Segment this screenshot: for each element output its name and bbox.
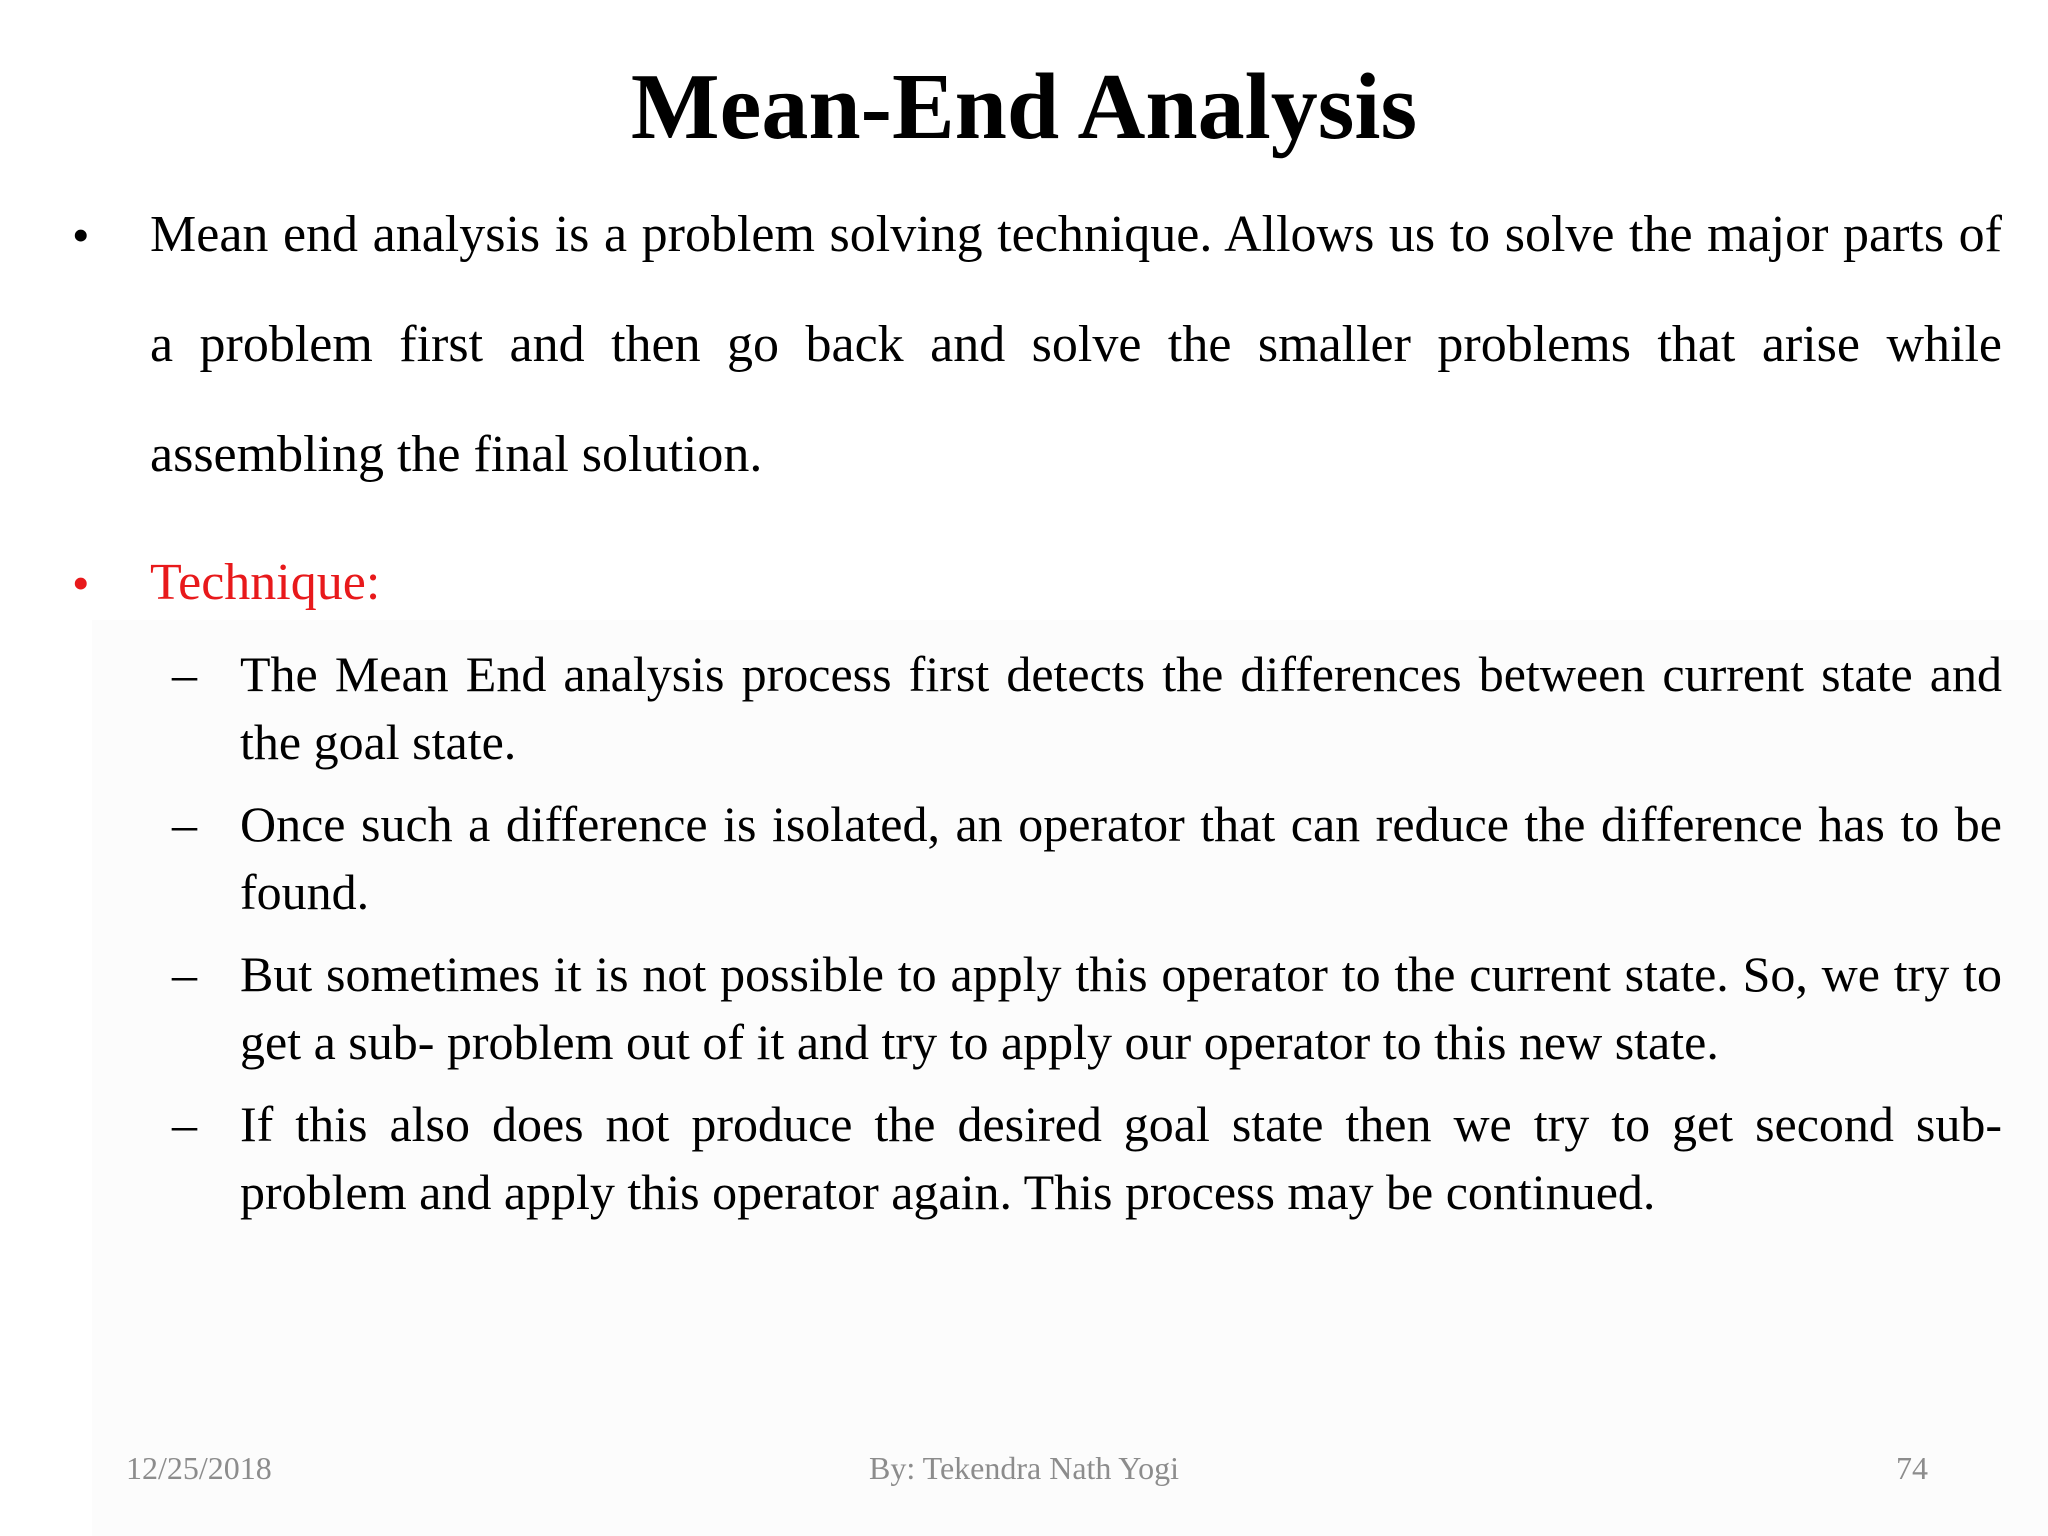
intro-bullet [72, 180, 2002, 510]
intro-text: Mean end analysis is a problem solving technique. Allows us to solve the major parts of a problem first and then go back and solve the smaller problems that arise while assembling the final solution. [150, 206, 2002, 483]
sub-item-text: The Mean End analysis process first detects the differences between current state and the goal state. [240, 646, 2002, 770]
sub-item-sub-problem [172, 940, 2002, 1076]
technique-sub-list [172, 640, 2002, 1240]
sub-item-find-operator [172, 790, 2002, 926]
sub-item-text: But sometimes it is not possible to apply this operator to the current state. So, we try to get a sub- problem out of it and try to apply our operator to this new state. [240, 946, 2002, 1070]
technique-bullet [72, 548, 2002, 618]
technique-label: Technique: [150, 554, 381, 611]
sub-item-dash: – [172, 946, 197, 1002]
sub-item-dash: – [172, 1096, 197, 1152]
technique-bullet-row [72, 548, 2002, 618]
bullet-marker: • [72, 207, 90, 263]
sub-item-text: If this also does not produce the desired goal state then we try to get second sub-problem and apply this operator again. This process may be continued. [240, 1096, 2002, 1220]
sub-item-dash: – [172, 796, 197, 852]
sub-item-detect-differences [172, 640, 2002, 776]
technique-bullet-marker: • [72, 555, 90, 611]
sub-item-second-sub-problem [172, 1090, 2002, 1226]
intro-bullet-row [72, 180, 2002, 510]
footer-page-number: 74 [1896, 1450, 1928, 1486]
footer-date: 12/25/2018 [126, 1450, 272, 1486]
slide-title: Mean-End Analysis [630, 55, 1418, 159]
sub-item-dash: – [172, 646, 197, 702]
sub-item-text: Once such a difference is isolated, an operator that can reduce the difference has to be found. [240, 796, 2002, 920]
footer-author: By: Tekendra Nath Yogi [868, 1450, 1180, 1486]
